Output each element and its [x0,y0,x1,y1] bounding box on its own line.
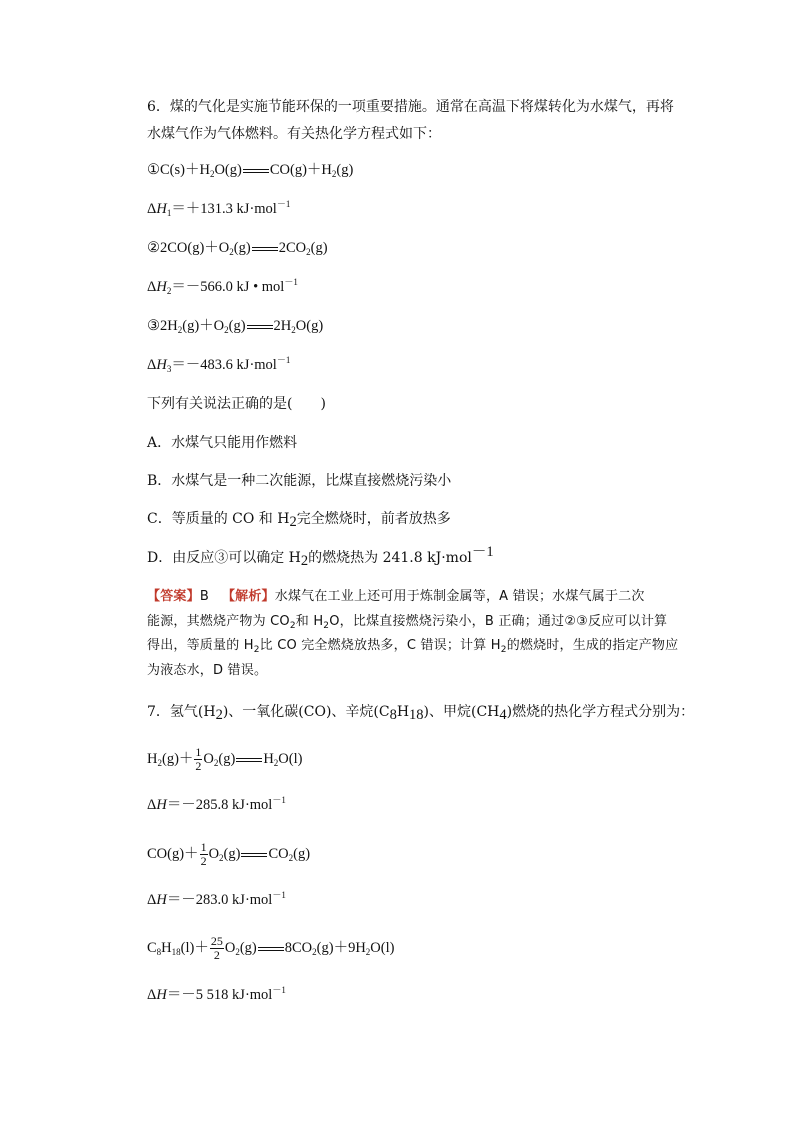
q6-question: 下列有关说法正确的是( ) [147,396,326,412]
q7-equation-1: $H_2(g)+$ $\frac{1}{2}$ $O_2(g)$ $H_2O(l)$ [147,745,303,774]
q6-enthalpy-3: $\Delta H_3=-483.6$ kJ·mol$^{-1}$ [147,355,291,374]
answer-tag: 【答案】 [147,589,200,604]
equals-sign [252,245,278,253]
q6-reaction-2: $②2CO(g)+O_2(g)$ $2CO_2(g)$ [147,240,328,257]
equals-sign [241,851,267,859]
q6-answer-analysis: 【答案】B 【解析】水煤气在工业上还可用于炼制金属等，A 错误；水煤气属于二次 能源，其燃烧产物为 $CO_2$和 $H_2O$，比煤直接燃烧污染小，B 正确；通过②③反应可以计算 得出，等质量的 $H_2$比 CO 完全燃烧放热多，C 错误；计算 $H_2$的燃烧时，生成的指定产物应 为液态水，D 错误。 [147,589,679,678]
q6-intro-line1: 6．煤的气化是实施节能环保的一项重要措施。通常在高温下将煤转化为水煤气，再将 [147,99,674,115]
q6-enthalpy-2: $\Delta H_2=-566.0$ kJ • mol$^{-1}$ [147,277,298,296]
fraction: $\frac{1}{2}$ [195,745,202,774]
equals-sign [247,323,273,331]
fraction: $\frac{1}{2}$ [200,840,207,869]
q6-option-c: C．等质量的 CO 和 $H_2$完全燃烧时，前者放热多 [147,511,451,530]
q7-intro: 7．氢气$(H_2)$、一氧化碳(CO)、辛烷$(C_8H_{18})$、甲烷$(CH_4)$燃烧的热化学方程式分别为： [147,704,695,723]
q6-option-b: B．水煤气是一种二次能源，比煤直接燃烧污染小 [147,473,452,489]
answer-value: B [199,589,209,604]
q6-reaction-1: $①C(s)+H_2O(g)$ $CO(g)+H_2(g)$ [147,162,354,179]
equals-sign [258,945,284,953]
q7-enthalpy-2: ΔH＝－283.0 kJ·mol$^{-1}$ [147,890,286,908]
q7-equation-2: CO(g)＋ $\frac{1}{2}$ $O_2(g)$ $CO_2(g)$ [147,840,311,869]
q6-intro-line2: 水煤气作为气体燃料。有关热化学方程式如下： [147,126,441,142]
equals-sign [236,756,262,764]
equals-sign [243,167,269,175]
q6-enthalpy-1: $\Delta H_1=+131.3$ kJ·mol$^{-1}$ [147,199,291,218]
q7-equation-3: $C_8H_{18}(l)+$ $\frac{25}{2}$ $O_2(g)$ $8CO_2(g)+9H_2O(l)$ [147,934,395,963]
fraction: $\frac{25}{2}$ [210,934,223,963]
q7-enthalpy-3: ΔH＝－5 518 kJ·mol$^{-1}$ [147,985,286,1003]
analysis-tag: 【解析】 [221,589,275,604]
q6-reaction-3: $③2H_2(g)+O_2(g)$ $2H_2O(g)$ [147,318,324,335]
q6-option-a: A．水煤气只能用作燃料 [147,435,298,451]
q6-option-d: D．由反应③可以确定 $H_2$的燃烧热为 241.8 kJ·mol$^{-1}$ [147,544,494,569]
q7-enthalpy-1: ΔH＝－285.8 kJ·mol$^{-1}$ [147,795,286,813]
